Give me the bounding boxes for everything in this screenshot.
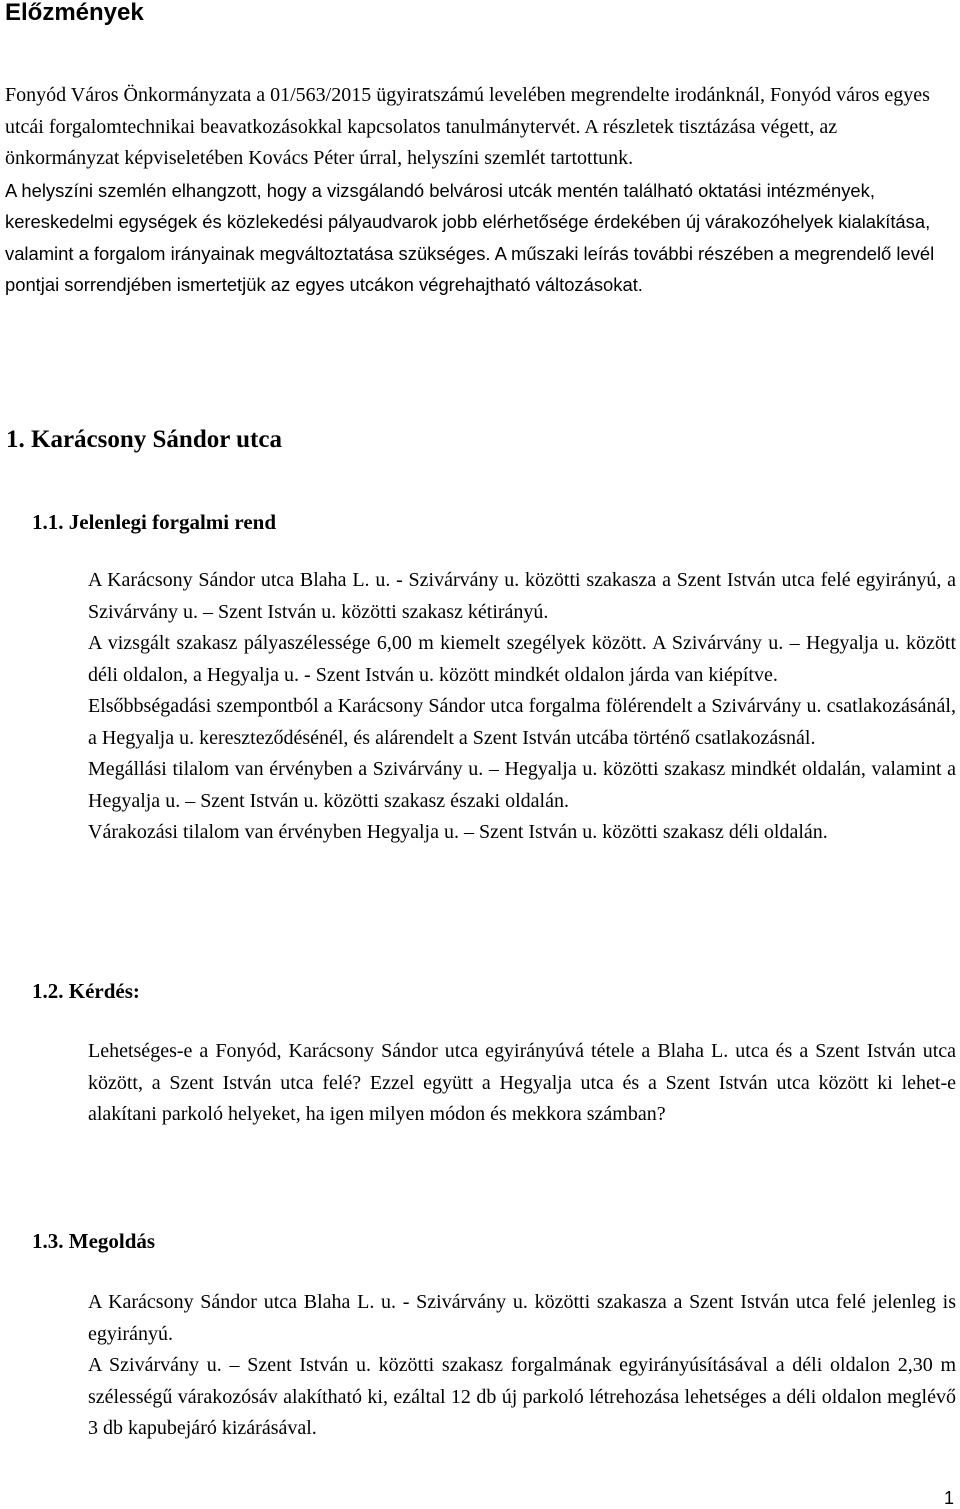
paragraph: A Karácsony Sándor utca Blaha L. u. - Szivárvány u. közötti szakasza a Szent István utca felé egyirányú, a Szivárvány u. – Szent István u. közötti szakasz kétirányú. [88,569,956,623]
paragraph: Várakozási tilalom van érvényben Hegyalja u. – Szent István u. közötti szakasz déli oldalán. [88,821,828,843]
paragraph: Megállási tilalom van érvényben a Szivárvány u. – Hegyalja u. közötti szakasz mindkét oldalán, valamint a Hegyalja u. – Szent István u. közötti szakasz északi oldalán. [88,758,956,812]
paragraph: A Szivárvány u. – Szent István u. közötti szakasz forgalmának egyirányúsításával a déli oldalon 2,30 m szélességű várakozósáv alakítható ki, ezáltal 12 db új parkoló létrehozása lehetséges a déli oldalon meglévő 3 db kapubejáró kizárásával. [88,1354,956,1439]
intro-section [5,80,955,301]
section-1-2-title: 1.2. Kérdés: [32,979,140,1003]
page-heading: Előzmények [5,0,144,26]
section-1-title: 1. Karácsony Sándor utca [6,426,282,453]
section-1-3-title: 1.3. Megoldás [32,1229,156,1253]
intro-paragraph-1: Fonyód Város Önkormányzata a 01/563/2015 ügyiratszámú levelében megrendelte irodánknál, Fonyód város egyes utcái forgalomtechnikai beavatkozásokkal kapcsolatos tanulmánytervét. A részletek tisztázása végett, az önkormányzat képviseletében Kovács Péter úrral, helyszíni szemlét tartottunk. [5,84,930,169]
paragraph: Lehetséges-e a Fonyód, Karácsony Sándor utca egyirányúvá tétele a Blaha L. utca és a Szent István utca között, a Szent István utca felé? Ezzel együtt a Hegyalja utca és a Szent István utca között ki lehet-e alakítani parkoló helyeket, ha igen milyen módon és mekkora számban? [88,1040,956,1125]
intro-paragraph-2: A helyszíni szemlén elhangzott, hogy a vizsgálandó belvárosi utcák mentén található oktatási intézmények, kereskedelmi egységek és közlekedési pályaudvarok jobb elérhetősége érdekében új várakozóhelyek kialakítása, valamint a forgalom irányainak megváltoztatása szükséges. A műszaki leírás további részében a megrendelő levél pontjai sorrendjében ismertetjük az egyes utcákon végrehajtható változásokat. [5,179,935,295]
paragraph: Elsőbbségadási szempontból a Karácsony Sándor utca forgalma fölérendelt a Szivárvány u. csatlakozásánál, a Hegyalja u. kereszteződésénél, és alárendelt a Szent István utcába történő csatlakozásnál. [88,695,956,749]
section-1-3-body [88,1287,956,1445]
section-1-1-title: 1.1. Jelenlegi forgalmi rend [32,510,276,534]
paragraph: A Karácsony Sándor utca Blaha L. u. - Szivárvány u. közötti szakasza a Szent István utca felé jelenleg is egyirányú. [88,1291,956,1345]
section-1-2-body [88,1036,956,1131]
section-1-1-body [88,565,956,849]
page-number: 1 [943,1488,954,1508]
paragraph: A vizsgált szakasz pályaszélessége 6,00 m kiemelt szegélyek között. A Szivárvány u. – Hegyalja u. között déli oldalon, a Hegyalja u. - Szent István u. között mindkét oldalon járda van kiépítve. [88,632,956,686]
